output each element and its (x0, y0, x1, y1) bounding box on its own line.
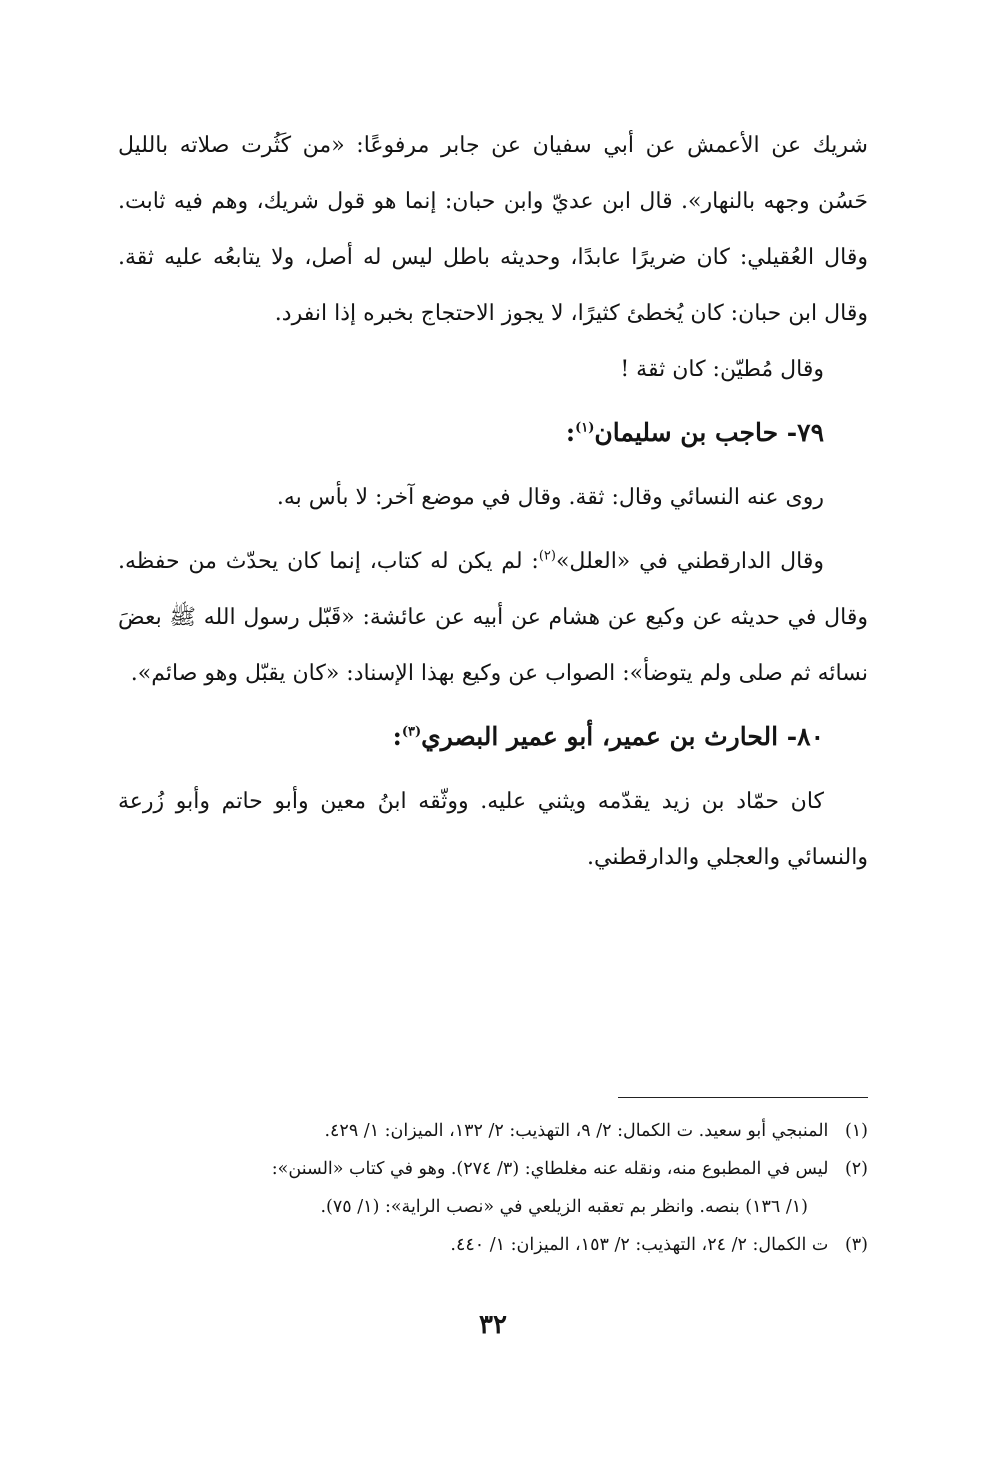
paragraph-nasai: روى عنه النسائي وقال: ثقة. وقال في موضع آخر: لا بأس به. (276, 485, 824, 510)
paragraph-mutayyan: وقال مُطيّن: كان ثقة ! (620, 357, 824, 382)
footnote-divider (618, 1097, 868, 1098)
footnote-ref-3: (٣) (401, 724, 422, 740)
footnotes (118, 1112, 868, 1264)
paragraph-daraqutni (118, 534, 868, 702)
footnote-2 (118, 1150, 868, 1188)
footnote-ref-2: (٢) (538, 548, 556, 564)
footnote-number: (١) (844, 1121, 868, 1141)
footnote-2-continued: (١/ ١٣٦) بنصه. وانظر بم تعقبه الزيلعي في «نصب الراية»: (١/ ٧٥). (320, 1197, 808, 1217)
entry-heading-79-text: ٧٩- حاجب بن سليمان (594, 418, 824, 447)
paragraph-sharik: شريك عن الأعمش عن أبي سفيان عن جابر مرفوعًا: «من كَثُرت صلاته بالليل حَسُن وجهه بالنهار». قال ابن عديّ وابن حبان: إنما هو قول شريك، وهم فيه ثابت. وقال العُقيلي: كان ضريرًا عابدًا، وحديثه باطل ليس له أصل، ولا يتابعُه عليه ثقة. وقال ابن حبان: كان يُخطئ كثيرًا، لا يجوز الاحتجاج بخبره إذا انفرد. (118, 133, 868, 326)
footnote-text: ت الكمال: ٢/ ٢٤، التهذيب: ٢/ ١٥٣، الميزان: ١/ ٤٤٠. (450, 1235, 829, 1255)
entry-heading-79 (118, 402, 868, 464)
entry-heading-80 (118, 706, 868, 768)
footnote-3 (118, 1226, 868, 1264)
heading-colon: : (565, 418, 576, 447)
paragraph-hammad: كان حمّاد بن زيد يقدّمه ويثني عليه. ووثّقه ابنُ معين وأبو حاتم وأبو زُرعة والنسائي والعجلي والدارقطني. (118, 789, 868, 870)
footnote-text: المنبجي أبو سعيد. ت الكمال: ٢/ ٩، التهذيب: ٢/ ١٣٢، الميزان: ١/ ٤٢٩. (324, 1121, 829, 1141)
heading-colon: : (392, 722, 402, 751)
footnote-text: ليس في المطبوع منه، ونقله عنه مغلطاي: (٣/ ٢٧٤). وهو في كتاب «السنن»: (271, 1159, 829, 1179)
page-number: ٣٢ (479, 1310, 507, 1340)
main-text (118, 118, 868, 886)
entry-heading-80-text: ٨٠- الحارث بن عمير، أبو عمير البصري (421, 722, 824, 751)
paragraph-daraqutni-start: وقال الدارقطني في «العلل» (555, 549, 824, 574)
spacer (118, 526, 868, 534)
paragraph-daraqutni-rest: : لم يكن له كتاب، إنما كان يحدّث من حفظه. وقال في حديثه عن وكيع عن هشام عن أبيه عن عائشة: «قَبّل رسول الله ﷺ بعضَ نسائه ثم صلى ولم يتوضأ»: الصواب عن وكيع بهذا الإسناد: «كان يقبّل وهو صائم». (118, 549, 868, 686)
footnote-1 (118, 1112, 868, 1150)
footnote-number: (٢) (844, 1159, 868, 1179)
footnote-number: (٣) (844, 1235, 868, 1255)
footnote-ref-1: (١) (575, 420, 595, 436)
